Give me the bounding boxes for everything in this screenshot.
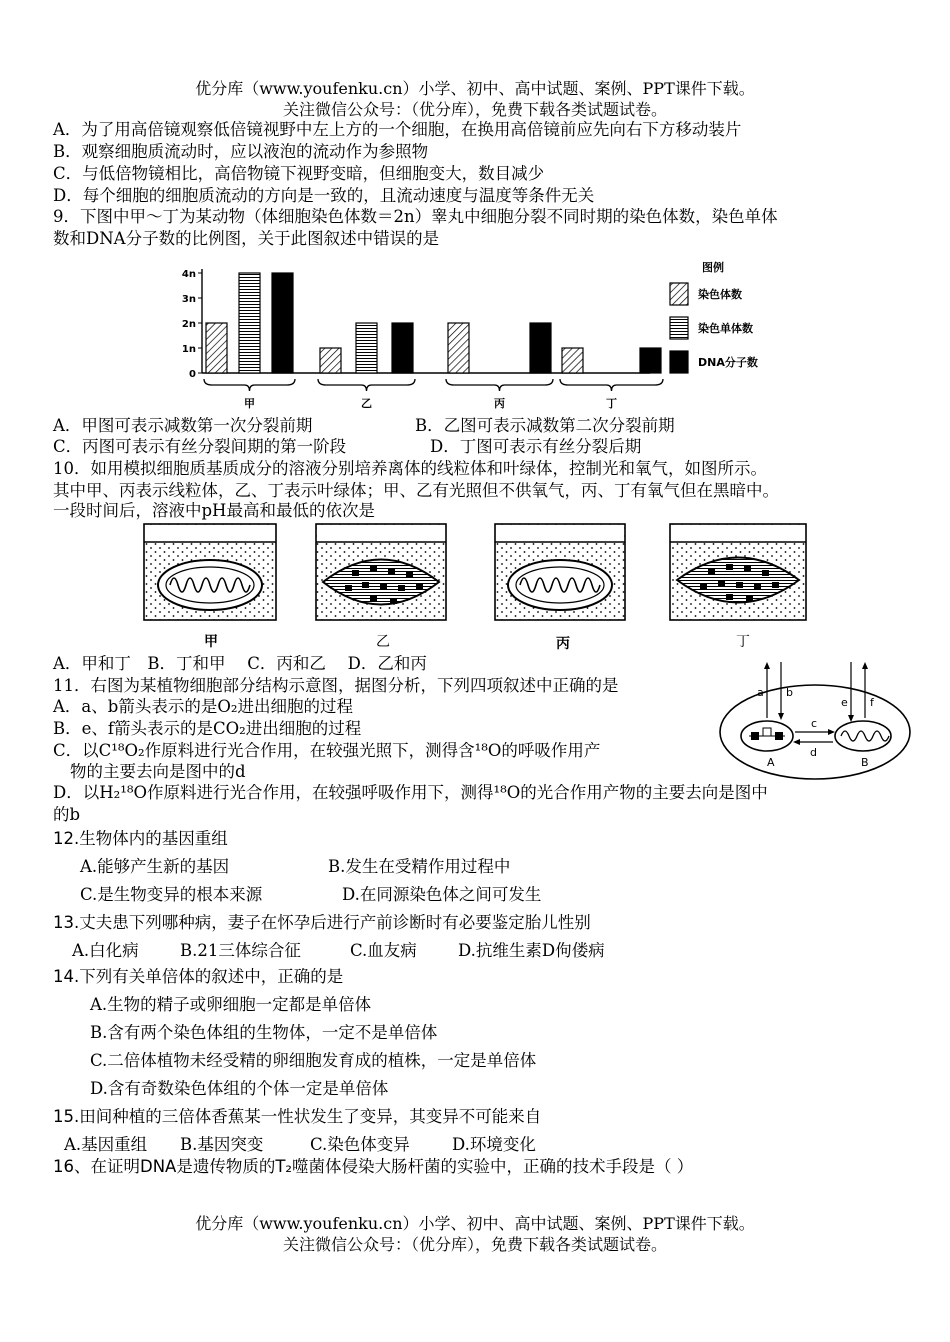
q11-label-e: e (841, 696, 848, 709)
category-brace (446, 379, 553, 391)
bar-DNA分子数 (272, 273, 293, 373)
legend-title: 图例 (702, 261, 724, 274)
q8-option-b: B．观察细胞质流动时，应以液泡的流动作为参照物 (53, 142, 429, 161)
bar-DNA分子数 (530, 323, 551, 373)
legend-swatch (670, 283, 688, 305)
q12-option-b: B.发生在受精作用过程中 (328, 857, 511, 876)
q11-option-c-2: 物的主要去向是图中的d (70, 762, 246, 781)
legend-label: DNA分子数 (698, 356, 758, 369)
q10-panel-ding (670, 524, 806, 620)
q10-label-yi: 乙 (376, 634, 390, 650)
q13-option-a: A.白化病 (72, 941, 139, 960)
q13-stem: 13.丈夫患下列哪种病，妻子在怀孕后进行产前诊断时有必要鉴定胎儿性别 (53, 913, 591, 932)
footer-line-1: 优分库（www.youfenku.cn）小学、初中、高中试题、案例、PPT课件下载。 (195, 1214, 755, 1233)
q15-stem: 15.田间种植的三倍体香蕉某一性状发生了变异，其变异不可能来自 (53, 1107, 542, 1126)
q11-mitochondrion-b (835, 721, 891, 751)
category-brace (204, 379, 295, 391)
legend-swatch (670, 317, 688, 339)
q10-panel-yi (316, 524, 446, 620)
bar-染色单体数 (239, 273, 260, 373)
q11-label-B: B (861, 756, 869, 769)
q11-option-d-2: 的b (53, 805, 81, 824)
q12-option-c: C.是生物变异的根本来源 (80, 885, 263, 904)
q8-option-a: A．为了用高倍镜观察低倍镜视野中左上方的一个细胞，在换用高倍镜前应先向右下方移动装片 (53, 120, 742, 139)
q16-stem: 16、在证明DNA是遗传物质的T₂噬菌体侵染大肠杆菌的实验中，正确的技术手段是（ ） (53, 1157, 694, 1176)
category-brace (318, 379, 415, 391)
q12-option-d: D.在同源染色体之间可发生 (342, 885, 542, 904)
q11-label-d: d (810, 746, 817, 759)
q10-stem-2: 其中甲、丙表示线粒体，乙、丁表示叶绿体；甲、乙有光照但不供氧气，丙、丁有氧气但在黑暗中。 (53, 481, 779, 500)
q8-option-c: C．与低倍物镜相比，高倍物镜下视野变暗，但细胞变大，数目减少 (53, 164, 545, 183)
category-label: 乙 (361, 397, 372, 410)
q10-label-bing: 丙 (556, 636, 570, 652)
q11-label-b: b (786, 686, 793, 699)
q11-option-d-1: D．以H₂¹⁸O作原料进行光合作用，在较强呼吸作用下，测得¹⁸O的光合作用产物的主要去向是图中 (53, 783, 768, 802)
q9-option-c: C．丙图可表示有丝分裂间期的第一阶段 (53, 437, 347, 456)
q11-option-a: A．a、b箭头表示的是O₂进出细胞的过程 (53, 697, 353, 716)
q11-cell-figure (715, 660, 915, 785)
q13-option-c: C.血友病 (350, 941, 417, 960)
q11-option-c-1: C．以C¹⁸O₂作原料进行光合作用，在较强光照下，测得含¹⁸O的呼吸作用产 (53, 741, 601, 760)
bar-染色体数 (448, 323, 469, 373)
bar-DNA分子数 (640, 348, 661, 373)
q14-stem: 14.下列有关单倍体的叙述中，正确的是 (53, 967, 344, 986)
y-tick-label: 2n (181, 319, 196, 330)
y-tick-label: 4n (181, 269, 196, 280)
legend-swatch (670, 351, 688, 373)
q14-option-b: B.含有两个染色体组的生物体，一定不是单倍体 (90, 1023, 438, 1042)
legend-label: 染色单体数 (698, 322, 753, 335)
q15-option-d: D.环境变化 (452, 1135, 536, 1154)
bar-染色体数 (562, 348, 583, 373)
q12-stem: 12.生物体内的基因重组 (53, 829, 228, 848)
q14-option-d: D.含有奇数染色体组的个体一定是单倍体 (90, 1079, 389, 1098)
q8-option-d: D．每个细胞的细胞质流动的方向是一致的，且流动速度与温度等条件无关 (53, 186, 595, 205)
q10-stem-1: 10．如用模拟细胞质基质成分的溶液分别培养离体的线粒体和叶绿体，控制光和氧气，如图所示。 (53, 459, 767, 478)
q13-option-b: B.21三体综合征 (180, 941, 301, 960)
q9-stem-1: 9．下图中甲～丁为某动物（体细胞染色体数＝2n）睾丸中细胞分裂不同时期的染色体数，染色单体 (53, 207, 778, 226)
header-line-1: 优分库（www.youfenku.cn）小学、初中、高中试题、案例、PPT课件下载。 (195, 79, 755, 98)
q10-panel-bing (495, 524, 625, 620)
q10-panel-jia (144, 524, 276, 620)
header-line-2: 关注微信公众号：（优分库），免费下载各类试题试卷。 (282, 100, 667, 119)
q10-stem-3: 一段时间后，溶液中pH最高和最低的依次是 (53, 501, 375, 520)
q11-label-c: c (811, 717, 818, 730)
q15-option-b: B.基因突变 (180, 1135, 264, 1154)
q14-option-c: C.二倍体植物未经受精的卵细胞发育成的植株，一定是单倍体 (90, 1051, 537, 1070)
q11-chloroplast-a (741, 721, 793, 751)
y-tick-label: 3n (181, 294, 196, 305)
category-label: 甲 (244, 397, 255, 410)
q13-option-d: D.抗维生素D佝偻病 (458, 941, 605, 960)
legend-label: 染色体数 (698, 288, 742, 301)
y-tick-label: 0 (189, 369, 196, 380)
bar-染色体数 (206, 323, 227, 373)
q15-option-a: A.基因重组 (64, 1135, 148, 1154)
q9-option-b: B．乙图可表示减数第二次分裂前期 (415, 416, 675, 435)
q9-option-a: A．甲图可表示减数第一次分裂前期 (53, 416, 313, 435)
bar-染色单体数 (356, 323, 377, 373)
footer-line-2: 关注微信公众号：（优分库），免费下载各类试题试卷。 (282, 1235, 667, 1254)
q11-label-a: a (757, 686, 764, 699)
q10-options: A．甲和丁 B．丁和甲 C．丙和乙 D．乙和丙 (53, 654, 427, 673)
q10-organelle-figure (140, 522, 820, 654)
q9-option-d: D．丁图可表示有丝分裂后期 (430, 437, 642, 456)
bar-染色体数 (320, 348, 341, 373)
q11-option-b: B．e、f箭头表示的是CO₂进出细胞的过程 (53, 719, 362, 738)
bar-DNA分子数 (392, 323, 413, 373)
y-tick-label: 1n (181, 344, 196, 355)
q10-label-jia: 甲 (204, 634, 218, 650)
q12-option-a: A.能够产生新的基因 (80, 857, 230, 876)
q9-bar-chart (170, 255, 780, 415)
q11-label-A: A (767, 756, 775, 769)
q11-stem: 11．右图为某植物细胞部分结构示意图，据图分析，下列四项叙述中正确的是 (53, 676, 619, 695)
category-brace (560, 379, 663, 391)
q10-label-ding: 丁 (736, 634, 750, 650)
q11-label-f: f (870, 696, 874, 709)
category-label: 丁 (606, 397, 617, 410)
category-label: 丙 (494, 397, 505, 410)
q15-option-c: C.染色体变异 (310, 1135, 410, 1154)
q14-option-a: A.生物的精子或卵细胞一定都是单倍体 (90, 995, 372, 1014)
q9-stem-2: 数和DNA分子数的比例图，关于此图叙述中错误的是 (53, 229, 440, 248)
